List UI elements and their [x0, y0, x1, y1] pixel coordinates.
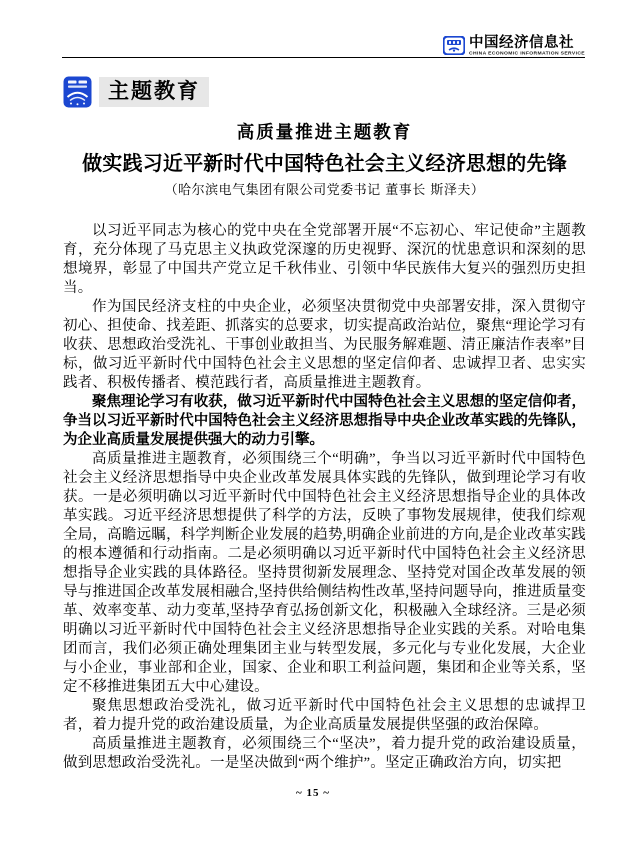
article-kicker: 高质量推进主题教育: [236, 122, 413, 142]
body-paragraph: 以习近平同志为核心的党中央在全党部署开展“不忘初心、牢记使命”主题教育，充分体现了马克思主义执政党深邃的历史视野、深沉的忧患意识和深刻的思想境界，彰显了中国共产党立足千秋伟业、引领中华民族伟大复兴的强烈历史担当。: [63, 223, 586, 296]
article-title: 做实践习近平新时代中国特色社会主义经济思想的先锋: [82, 153, 567, 175]
publisher-logo: [443, 35, 585, 57]
publisher-logo-icon: [443, 36, 465, 55]
header-divider: [62, 57, 585, 58]
article: [63, 76, 586, 773]
body-paragraph: 聚焦理论学习有收获，做习近平新时代中国特色社会主义思想的坚定信仰者，争当以习近平新时代中国特色社会主义经济思想指导中央企业改革实践的先锋队，为企业高质量发展提供强大的动力引擎。: [63, 394, 586, 448]
section-badge: [63, 76, 586, 108]
publisher-name-english: CHINA ECONOMIC INFORMATION SERVICE: [469, 51, 585, 57]
body-paragraph: 高质量推进主题教育，必须围绕三个“坚决”，着力提升党的政治建设质量，做到思想政治受洗礼。一是坚决做到“两个维护”。坚定正确政治方向，切实把: [63, 736, 586, 771]
article-byline: （哈尔滨电气集团有限公司党委书记 董事长 斯泽夫）: [164, 183, 485, 198]
article-body: [63, 222, 586, 773]
body-paragraph: 高质量推进主题教育，必须围绕三个“明确”，争当以习近平新时代中国特色社会主义经济思想指导中央企业改革发展具体实践的先锋队，做到理论学习有收获。一是必须明确以习近平新时代中国特色社会主义经济思想指导企业的具体改革实践。习近平经济思想提供了科学的方法，反映了事物发展规律，使我们综观全局，高瞻远瞩，科学判断企业发展的趋势,明确企业前进的方向,是企业改革实践的根本遵循和行动指南。二是必须明确以习近平新时代中国特色社会主义经济思想指导企业实践的具体路径。坚持贯彻新发展理念、坚持党对国企改革发展的领导与推进国企改革发展相融合,坚持供给侧结构性改革,坚持问题导向，推进质量变革、效率变革、动力变革,坚持孕育弘扬创新文化，积极融入全球经济。三是必须明确以习近平新时代中国特色社会主义经济思想指导企业实践的关系。对哈电集团而言，我们必须正确处理集团主业与转型发展，多元化与专业化发展，大企业与小企业，事业部和企业，国家、企业和职工利益问题，集团和企业等关系，坚定不移推进集团五大中心建设。: [63, 451, 586, 695]
publisher-name: 中国经济信息社: [469, 35, 575, 51]
section-badge-label: 主题教育: [99, 77, 209, 107]
body-paragraph: 作为国民经济支柱的中央企业，必须坚决贯彻党中央部署安排，深入贯彻守初心、担使命、找差距、抓落实的总要求，切实提高政治站位，聚焦“理论学习有收获、思想政治受洗礼、干事创业敢担当、为民服务解难题、清正廉洁作表率”目标，做习近平新时代中国特色社会主义思想的坚定信仰者、忠诚捍卫者、忠实实践者、积极传播者、模范践行者，高质量推进主题教育。: [63, 299, 586, 391]
section-badge-icon: [63, 76, 92, 108]
publisher-logo-textcol: [469, 35, 585, 57]
page-number: ~ 15 ~: [296, 787, 330, 799]
body-paragraph: 聚焦思想政治受洗礼，做习近平新时代中国特色社会主义思想的忠诚捍卫者，着力提升党的政治建设质量，为企业高质量发展提供坚强的政治保障。: [63, 698, 586, 733]
